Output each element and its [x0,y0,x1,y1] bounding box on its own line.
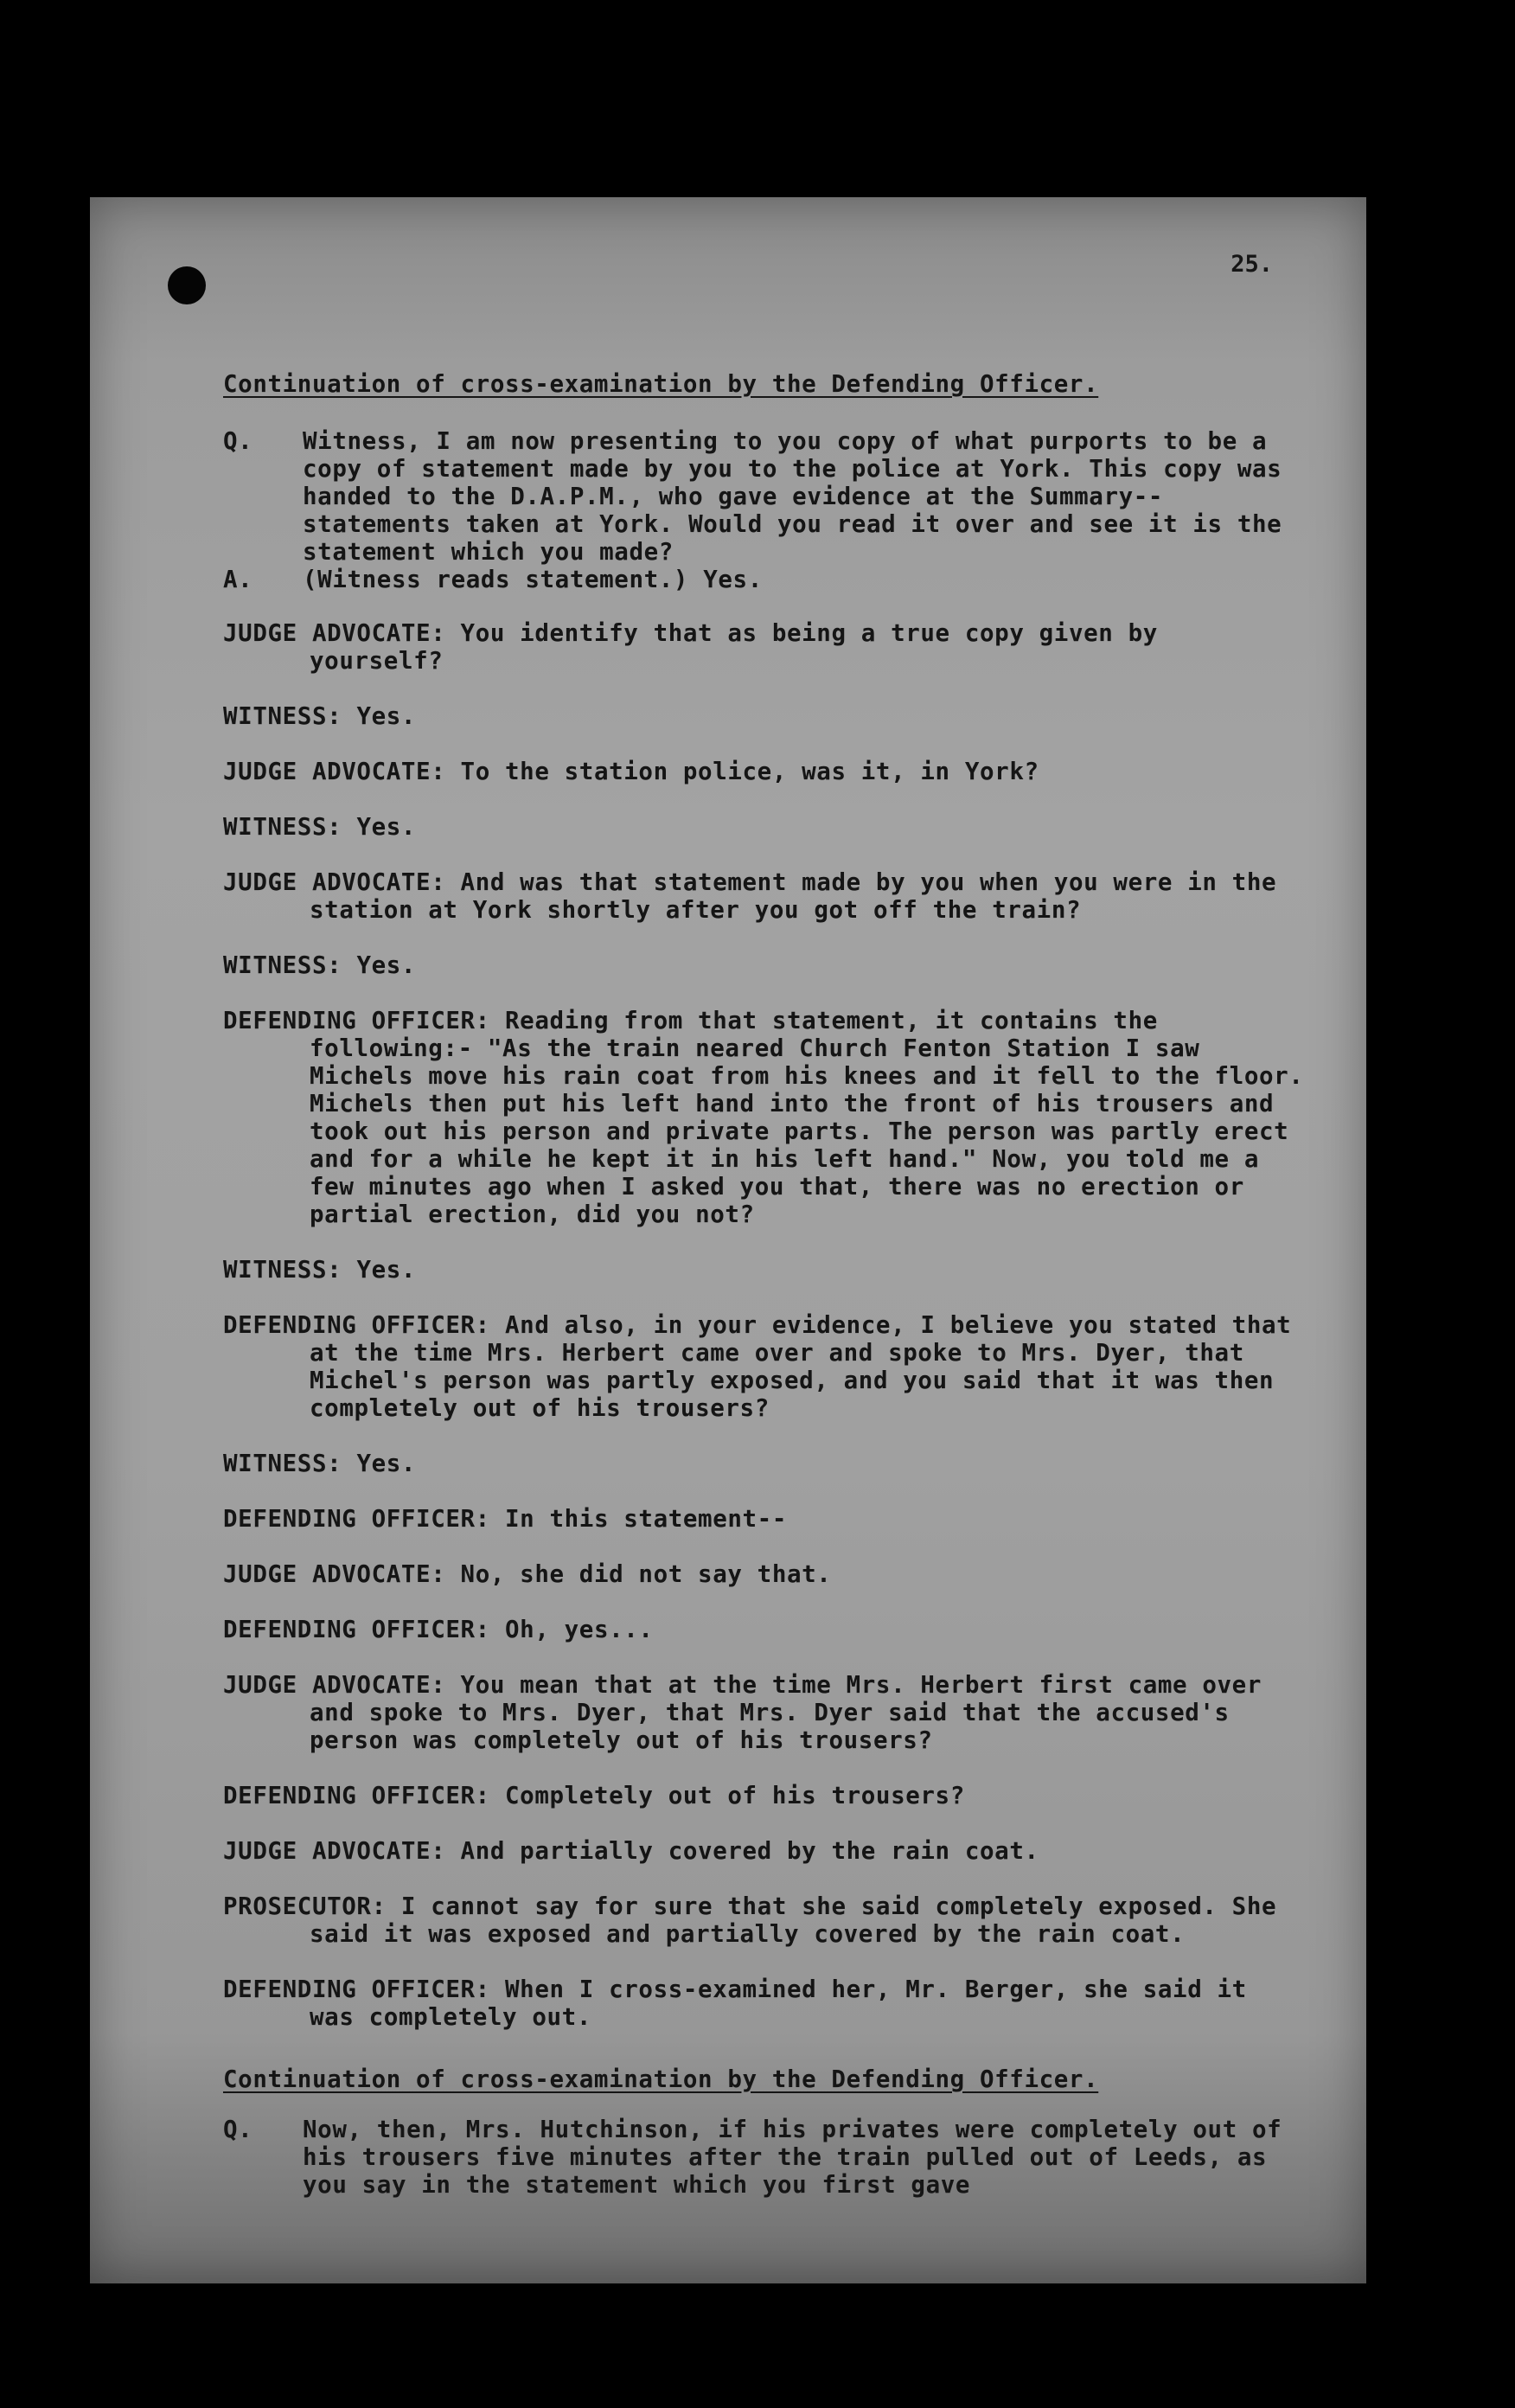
question-text: Witness, I am now presenting to you copy of what purports to be a copy of statement made by you to the police at York. This copy was handed to the D.A.P.M., who gave evidence at the Summary--statements taken at York. Would you read it over and see it is the statement which you made? [303,427,1282,566]
exchange-list [223,619,1306,2031]
utterance-text: You identify that as being a true copy given by yourself? [310,619,1158,675]
speaker-label: DEFENDING OFFICER: [223,1976,490,2003]
transcript-exchange [223,758,1306,785]
speaker-label: JUDGE ADVOCATE: [223,758,446,785]
transcript-exchange [223,1450,1306,1477]
utterance-text: In this statement-- [505,1505,787,1533]
utterance-text: When I cross-examined her, Mr. Berger, she said it was completely out. [310,1976,1247,2031]
utterance-text: No, she did not say that. [460,1560,832,1588]
section-heading-continued: Continuation of cross-examination by the Defending Officer. [223,2065,1099,2093]
transcript-exchange [223,1007,1306,1228]
transcript-exchange [223,1560,1306,1588]
answer-text: (Witness reads statement.) Yes. [303,566,763,593]
utterance-text: And also, in your evidence, I believe you stated that at the time Mrs. Herbert came over and spoke to Mrs. Dyer, that Michel's person was partly exposed, and you said that it was then completely out of his trousers? [310,1311,1292,1422]
transcript-exchange [223,1616,1306,1643]
answer-label: A. [223,566,253,593]
speaker-label: WITNESS: [223,702,342,730]
transcript-exchange [223,813,1306,841]
question-text: Now, then, Mrs. Hutchinson, if his privates were completely out of his trousers five minutes after the train pulled out of Leeds, as you say in the statement which you first gave [303,2116,1282,2199]
transcript-exchange [223,1505,1306,1533]
speaker-label: JUDGE ADVOCATE: [223,619,446,647]
transcript-exchange [223,1837,1306,1865]
transcript-exchange [223,702,1306,730]
speaker-label: JUDGE ADVOCATE: [223,1560,446,1588]
closing-question [223,2116,1306,2199]
speaker-label: WITNESS: [223,951,342,979]
question-label: Q. [223,2116,253,2143]
transcript-exchange [223,1311,1306,1422]
punch-hole [168,266,206,304]
utterance-text: I cannot say for sure that she said completely exposed. She said it was exposed and partially covered by the rain coat. [310,1892,1277,1948]
utterance-text: Yes. [356,702,417,730]
utterance-text: Completely out of his trousers? [505,1782,965,1809]
section-heading: Continuation of cross-examination by the Defending Officer. [223,370,1099,398]
utterance-text: And was that statement made by you when you were in the station at York shortly after you got off the train? [310,868,1277,924]
utterance-text: To the station police, was it, in York? [460,758,1039,785]
transcript-exchange [223,1256,1306,1284]
utterance-text: Oh, yes... [505,1616,654,1643]
opening-answer [223,566,1306,593]
speaker-label: JUDGE ADVOCATE: [223,1837,446,1865]
question-label: Q. [223,427,253,455]
utterance-text: And partially covered by the rain coat. [460,1837,1039,1865]
document-page [90,197,1366,2283]
transcript-exchange [223,1976,1306,2031]
speaker-label: DEFENDING OFFICER: [223,1616,490,1643]
speaker-label: DEFENDING OFFICER: [223,1007,490,1034]
opening-question [223,427,1306,566]
transcript-exchange [223,951,1306,979]
page-number: 25. [1231,251,1273,278]
speaker-label: JUDGE ADVOCATE: [223,1671,446,1699]
utterance-text: Yes. [356,1256,417,1284]
speaker-label: DEFENDING OFFICER: [223,1311,490,1339]
utterance-text: Yes. [356,1450,417,1477]
transcript-exchange [223,868,1306,924]
speaker-label: PROSECUTOR: [223,1892,387,1920]
speaker-label: DEFENDING OFFICER: [223,1782,490,1809]
transcript-exchange [223,1782,1306,1809]
speaker-label: WITNESS: [223,1450,342,1477]
speaker-label: DEFENDING OFFICER: [223,1505,490,1533]
utterance-text: You mean that at the time Mrs. Herbert first came over and spoke to Mrs. Dyer, that Mrs. Dyer said that the accused's person was completely out of his trousers? [310,1671,1262,1754]
transcript-exchange [223,1671,1306,1754]
utterance-text: Yes. [356,813,417,841]
speaker-label: JUDGE ADVOCATE: [223,868,446,896]
transcript-exchange [223,619,1306,675]
utterance-text: Yes. [356,951,417,979]
speaker-label: WITNESS: [223,1256,342,1284]
transcript-exchange [223,1892,1306,1948]
transcript-body [223,370,1306,2199]
speaker-label: WITNESS: [223,813,342,841]
utterance-text: Reading from that statement, it contains the following:- "As the train neared Church Fenton Station I saw Michels move his rain coat from his knees and it fell to the floor. Michels then put his left hand into the front of his trousers and took out his person and private parts. The person was partly erect and for a while he kept it in his left hand." Now, you told me a few minutes ago when I asked you that, there was no erection or partial erection, did you not? [310,1007,1304,1228]
